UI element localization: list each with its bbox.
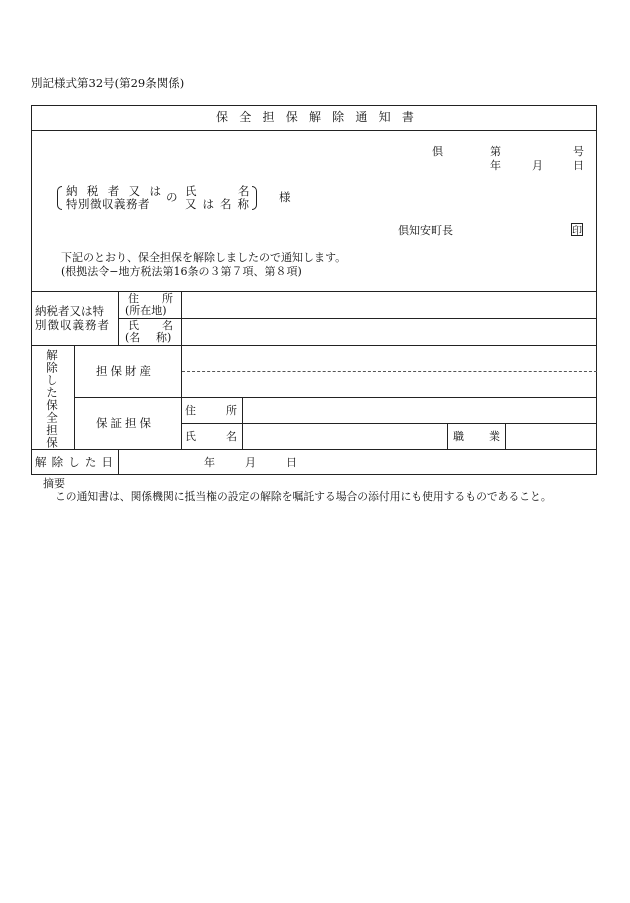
char: 者 <box>107 184 120 198</box>
char: は <box>149 184 161 198</box>
g-address-b: 所 <box>226 404 237 417</box>
name-line1-a: 氏 <box>185 184 197 198</box>
char: 保 <box>285 110 298 124</box>
taxpayer-label-1: 納税者又は特 <box>35 304 104 318</box>
notice-line1: 下記のとおり、保全担保を解除しましたので通知します。 <box>61 251 347 264</box>
left-brace <box>57 186 62 210</box>
occupation-left-line <box>447 423 448 449</box>
table-top-line <box>31 291 597 292</box>
right-brace <box>252 186 257 210</box>
collateral-property-label: 担保財産 <box>96 364 154 378</box>
char: 称 <box>237 197 249 211</box>
char: 除 <box>51 455 64 469</box>
form-label: 別記様式第32号(第29条関係) <box>31 76 185 90</box>
taxpayer-label-line <box>118 291 119 345</box>
addressee-line1 <box>66 186 161 198</box>
release-date-label <box>35 457 113 469</box>
seal-mark: 印 <box>571 223 583 236</box>
guarantee-label-line <box>242 397 243 449</box>
doc-go: 号 <box>573 145 584 158</box>
char: 又 <box>128 184 141 198</box>
release-month: 月 <box>245 456 256 469</box>
taxpayer-label-2: 別徴収義務者 <box>35 318 110 332</box>
char: 日 <box>101 455 113 469</box>
char: 税 <box>86 184 99 198</box>
issue-year: 年 <box>490 159 501 172</box>
issue-month: 月 <box>532 159 543 172</box>
g-address-a: 住 <box>185 404 196 417</box>
char: 又 <box>185 197 197 211</box>
name-sub-b: 称) <box>156 331 172 344</box>
char: 納 <box>66 184 78 198</box>
char: 保 <box>216 110 229 124</box>
name-line1-b: 名 <box>238 184 250 198</box>
title-divider <box>31 130 597 131</box>
guarantee-label: 保証担保 <box>96 416 154 430</box>
char: 名 <box>220 197 232 211</box>
address-sub: (所在地) <box>125 304 167 317</box>
occupation-right-line <box>505 423 506 449</box>
doc-prefix: 倶 <box>432 145 443 158</box>
taxpayer-mid-line <box>118 318 597 319</box>
release-day: 日 <box>286 456 297 469</box>
issue-day: 日 <box>573 159 584 172</box>
char: 解 <box>35 455 47 469</box>
char: 除 <box>332 110 345 124</box>
char: 書 <box>401 110 414 124</box>
address-label-b: 所 <box>162 292 173 305</box>
char: 通 <box>355 110 368 124</box>
property-bottom-line <box>74 397 597 398</box>
occupation-a: 職 <box>453 430 464 443</box>
taxpayer-value-line <box>181 291 182 345</box>
released-label: 解除した保全担保 <box>45 349 59 449</box>
address-label-a: 住 <box>128 292 139 305</box>
doc-dai: 第 <box>490 145 501 158</box>
char: 知 <box>378 110 391 124</box>
addressee-no: の <box>166 190 178 204</box>
release-date-line <box>118 449 119 475</box>
name-label-b: 名 <box>162 319 173 332</box>
g-name-b: 名 <box>226 430 237 443</box>
char: 担 <box>262 110 275 124</box>
g-name-a: 氏 <box>185 430 196 443</box>
form-title <box>216 111 414 123</box>
addressee-line2: 特別徴収義務者 <box>66 197 150 211</box>
name-label-a: 氏 <box>128 319 139 332</box>
name-sub-a: (名 <box>125 331 141 344</box>
char: し <box>68 455 80 469</box>
notice-line2: (根拠法令−地方税法第16条の３第７項、第８項) <box>61 265 302 278</box>
char: は <box>202 197 214 211</box>
issuer-name: 倶知安町長 <box>398 224 453 237</box>
property-dashed-line <box>182 371 597 372</box>
taxpayer-bottom-line <box>31 345 597 346</box>
name-line2 <box>185 199 249 211</box>
occupation-b: 業 <box>489 430 500 443</box>
remarks-heading: 摘要 <box>43 477 65 490</box>
char: 全 <box>239 110 252 124</box>
guarantee-mid-line <box>181 423 597 424</box>
char: た <box>84 455 97 469</box>
release-year: 年 <box>204 456 215 469</box>
remarks-text: この通知書は、関係機関に抵当権の設定の解除を嘱託する場合の添付用にも使用するものであること。 <box>55 490 552 503</box>
char: 解 <box>308 110 321 124</box>
sama: 様 <box>279 190 291 204</box>
released-bottom-line <box>31 449 597 450</box>
